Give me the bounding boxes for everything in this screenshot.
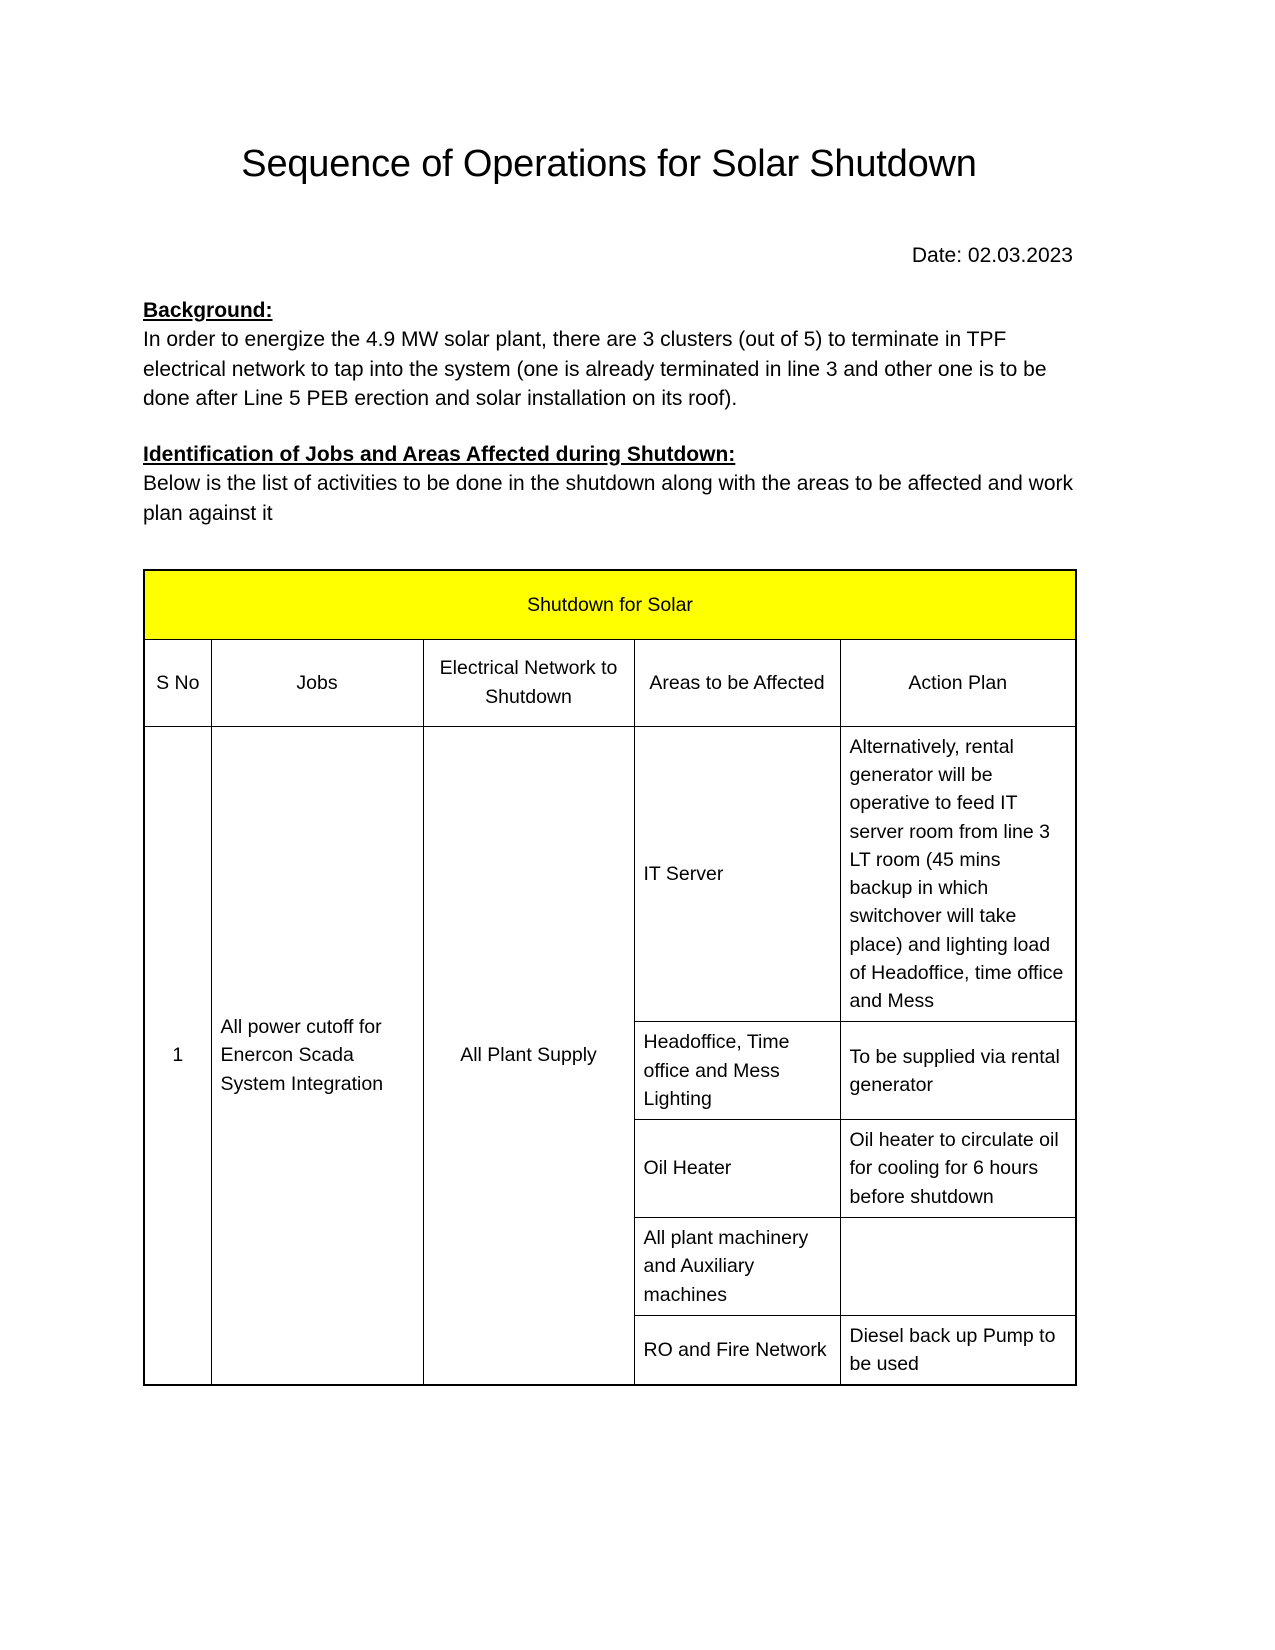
- cell-action-plan: Alternatively, rental generator will be operative to feed IT server room from line 3 LT room (45 mins backup in which switchover will take place) and lighting load of Headoffice, time office and Mess: [840, 726, 1076, 1022]
- cell-area-affected: Oil Heater: [634, 1120, 840, 1218]
- shutdown-table: [143, 569, 1077, 1387]
- cell-s-no: 1: [144, 726, 211, 1385]
- column-header-jobs: Jobs: [211, 639, 423, 726]
- identification-paragraph: Below is the list of activities to be done in the shutdown along with the areas to be affected and work plan against it: [143, 472, 1074, 525]
- cell-area-affected: All plant machinery and Auxiliary machines: [634, 1218, 840, 1316]
- cell-action-plan: To be supplied via rental generator: [840, 1022, 1076, 1120]
- table-row: [144, 726, 1076, 1022]
- column-header-areas-affected: Areas to be Affected: [634, 639, 840, 726]
- table-banner-row: [144, 570, 1076, 640]
- document-content: [143, 0, 1075, 1386]
- identification-heading: Identification of Jobs and Areas Affected during Shutdown:: [143, 443, 736, 467]
- page-title: Sequence of Operations for Solar Shutdown: [241, 143, 977, 185]
- cell-action-plan: Diesel back up Pump to be used: [840, 1315, 1076, 1385]
- document-date: Date: 02.03.2023: [911, 243, 1073, 267]
- table-banner-title: Shutdown for Solar: [144, 570, 1076, 640]
- column-header-s-no: S No: [144, 639, 211, 726]
- cell-action-plan: [840, 1218, 1076, 1316]
- column-header-action-plan: Action Plan: [840, 639, 1076, 726]
- cell-area-affected: RO and Fire Network: [634, 1315, 840, 1385]
- cell-action-plan: Oil heater to circulate oil for cooling for 6 hours before shutdown: [840, 1120, 1076, 1218]
- cell-area-affected: IT Server: [634, 726, 840, 1022]
- paragraph-spacer: [143, 414, 1075, 443]
- background-heading: Background:: [143, 298, 273, 322]
- cell-jobs: All power cutoff for Enercon Scada System Integration: [211, 726, 423, 1385]
- cell-electrical-network: All Plant Supply: [423, 726, 634, 1385]
- cell-area-affected: Headoffice, Time office and Mess Lighting: [634, 1022, 840, 1120]
- background-paragraph: In order to energize the 4.9 MW solar plant, there are 3 clusters (out of 5) to terminate in TPF electrical network to tap into the system (one is already terminated in line 3 and other one is to be done after Line 5 PEB erection and solar installation on its roof).: [143, 327, 1047, 411]
- column-header-electrical-network: Electrical Network to Shutdown: [423, 639, 634, 726]
- table-header-row: [144, 639, 1076, 726]
